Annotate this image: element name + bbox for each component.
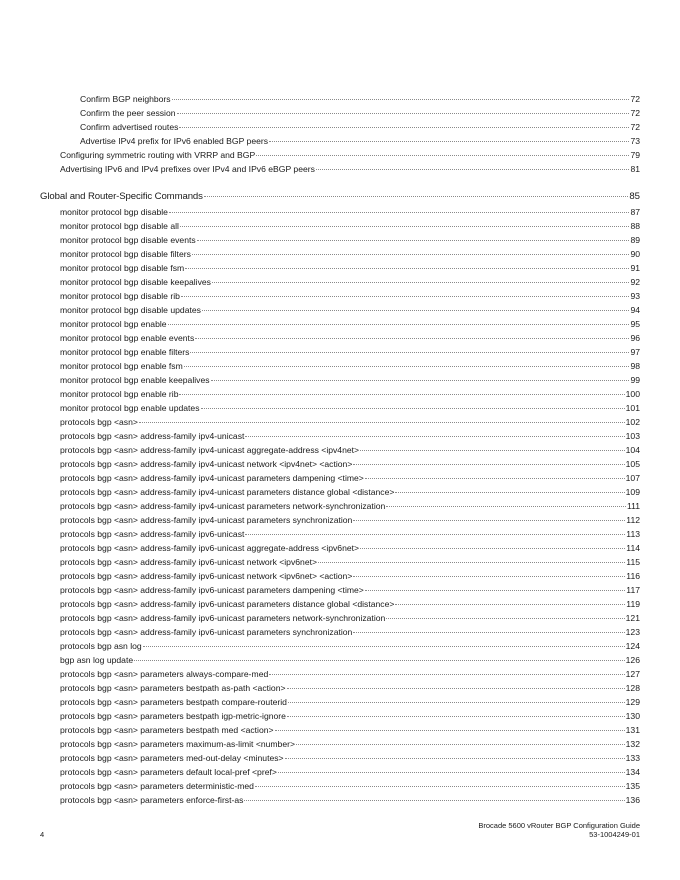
toc-entry[interactable] — [60, 599, 640, 610]
toc-entry[interactable] — [80, 94, 640, 105]
dot-leader — [204, 196, 628, 197]
toc-entry[interactable] — [60, 221, 640, 232]
toc-entry-page: 91 — [630, 263, 640, 273]
toc-entry-page: 129 — [625, 697, 640, 707]
toc-entry[interactable] — [60, 417, 640, 428]
dot-leader — [172, 99, 630, 100]
toc-entry-page: 105 — [625, 459, 640, 469]
toc-entry[interactable] — [60, 739, 640, 750]
toc-entry-title: monitor protocol bgp enable — [60, 319, 167, 329]
toc-entry[interactable] — [60, 389, 640, 400]
toc-entry-title: protocols bgp <asn> address-family ipv4-unicast parameters synchronization — [60, 515, 353, 525]
dot-leader — [269, 141, 629, 142]
dot-leader — [353, 632, 624, 633]
toc-entry-page: 102 — [625, 417, 640, 427]
toc-entry[interactable] — [80, 108, 640, 119]
toc-entry[interactable] — [60, 249, 640, 260]
toc-entry-page: 72 — [630, 122, 640, 132]
dot-leader — [168, 324, 630, 325]
toc-entry-page: 85 — [629, 191, 640, 202]
dot-leader — [287, 716, 625, 717]
toc-entry[interactable] — [60, 333, 640, 344]
toc-entry-title: monitor protocol bgp disable updates — [60, 305, 201, 315]
toc-entry-title: monitor protocol bgp disable all — [60, 221, 179, 231]
toc-entry-page: 115 — [626, 557, 640, 567]
toc-entry-title: Global and Router-Specific Commands — [40, 191, 203, 202]
toc-entry-title: monitor protocol bgp enable filters — [60, 347, 190, 357]
dot-leader — [179, 127, 629, 128]
toc-entry-title: protocols bgp <asn> parameters default local-pref <pref> — [60, 767, 277, 777]
toc-entry[interactable] — [60, 473, 640, 484]
toc-entry-title: monitor protocol bgp disable — [60, 207, 168, 217]
toc-entry-page: 131 — [625, 725, 640, 735]
dot-leader — [197, 240, 630, 241]
dot-leader — [184, 366, 630, 367]
toc-entry-page: 79 — [630, 150, 640, 160]
toc-entry[interactable] — [60, 655, 640, 666]
dot-leader — [245, 534, 625, 535]
dot-leader — [353, 576, 625, 577]
toc-entry-page: 130 — [625, 711, 640, 721]
dot-leader — [275, 730, 625, 731]
dot-leader — [202, 310, 630, 311]
toc-entry[interactable] — [60, 767, 640, 778]
toc-entry-page: 117 — [626, 585, 640, 595]
toc-entry-title: protocols bgp <asn> parameters bestpath med <action> — [60, 725, 274, 735]
toc-entry-page: 124 — [625, 641, 640, 651]
toc-entry-page: 93 — [630, 291, 640, 301]
toc-entry[interactable] — [80, 136, 640, 147]
dot-leader — [244, 800, 624, 801]
document-id: 53-1004249-01 — [589, 830, 640, 839]
toc-entry[interactable] — [60, 291, 640, 302]
dot-leader — [192, 254, 630, 255]
toc-entry-title: Confirm the peer session — [80, 108, 176, 118]
toc-entry-title: Confirm advertised routes — [80, 122, 179, 132]
toc-entry[interactable] — [60, 150, 640, 161]
toc-entry-page: 132 — [625, 739, 640, 749]
dot-leader — [360, 548, 625, 549]
toc-entry[interactable] — [60, 543, 640, 554]
toc-entry-page: 88 — [630, 221, 640, 231]
toc-entry[interactable] — [60, 403, 640, 414]
toc-entry-page: 94 — [630, 305, 640, 315]
toc-entry-title: protocols bgp <asn> parameters enforce-first-as — [60, 795, 244, 805]
dot-leader — [318, 562, 625, 563]
toc-entry-title: Advertise IPv4 prefix for IPv6 enabled BGP peers — [80, 136, 269, 146]
toc-entry-title: protocols bgp <asn> parameters bestpath igp-metric-ignore — [60, 711, 286, 721]
toc-entry[interactable] — [60, 305, 640, 316]
toc-entry[interactable] — [60, 445, 640, 456]
toc-entry-page: 104 — [625, 445, 640, 455]
toc-entry-title: protocols bgp <asn> address-family ipv4-unicast network <ipv4net> <action> — [60, 459, 353, 469]
toc-entry-title: monitor protocol bgp disable events — [60, 235, 196, 245]
dot-leader — [177, 113, 630, 114]
dot-leader — [139, 422, 625, 423]
dot-leader — [365, 590, 625, 591]
toc-entry-title: protocols bgp <asn> address-family ipv4-unicast parameters dampening <time> — [60, 473, 364, 483]
toc-entry[interactable] — [60, 753, 640, 764]
dot-leader — [212, 282, 629, 283]
toc-entry-title: monitor protocol bgp enable events — [60, 333, 195, 343]
toc-entry[interactable] — [60, 319, 640, 330]
toc-entry-title: protocols bgp <asn> address-family ipv4-unicast parameters network-synchronization — [60, 501, 386, 511]
toc-entry[interactable] — [60, 725, 640, 736]
toc-entry-page: 134 — [625, 767, 640, 777]
toc-entry-title: bgp asn log update — [60, 655, 134, 665]
toc-entry[interactable] — [60, 711, 640, 722]
dot-leader — [190, 352, 629, 353]
toc-entry-page: 109 — [625, 487, 640, 497]
toc-entry[interactable] — [60, 781, 640, 792]
dot-leader — [255, 786, 625, 787]
toc-entry-page: 90 — [630, 249, 640, 259]
toc-entry-page: 81 — [630, 164, 640, 174]
dot-leader — [386, 506, 626, 507]
toc-entry[interactable] — [60, 164, 640, 175]
toc-entry-title: monitor protocol bgp enable fsm — [60, 361, 183, 371]
toc-entry-title: protocols bgp <asn> address-family ipv6-unicast network <ipv6net> — [60, 557, 317, 567]
toc-entry[interactable] — [60, 487, 640, 498]
toc-entry-page: 126 — [625, 655, 640, 665]
toc-entry-page: 73 — [630, 136, 640, 146]
dot-leader — [395, 604, 625, 605]
toc-entry-page: 96 — [630, 333, 640, 343]
toc-entry[interactable] — [60, 501, 640, 512]
toc-entry-page: 99 — [630, 375, 640, 385]
dot-leader — [278, 772, 625, 773]
dot-leader — [180, 226, 629, 227]
toc-entry[interactable] — [60, 375, 640, 386]
dot-leader — [365, 478, 625, 479]
toc-entry[interactable] — [60, 529, 640, 540]
dot-leader — [211, 380, 630, 381]
toc-entry-title: protocols bgp <asn> address-family ipv6-unicast parameters dampening <time> — [60, 585, 364, 595]
dot-leader — [386, 618, 624, 619]
toc-chapter-heading[interactable] — [40, 191, 640, 202]
dot-leader — [269, 674, 624, 675]
dot-leader — [353, 520, 625, 521]
toc-entry-title: monitor protocol bgp enable updates — [60, 403, 200, 413]
toc-entry-title: protocols bgp <asn> parameters bestpath as-path <action> — [60, 683, 286, 693]
toc-entry[interactable] — [60, 361, 640, 372]
toc-entry[interactable] — [80, 122, 640, 133]
toc-entry-page: 121 — [625, 613, 640, 623]
toc-entry-page: 95 — [630, 319, 640, 329]
toc-entry-page: 97 — [630, 347, 640, 357]
toc-entry[interactable] — [60, 571, 640, 582]
dot-leader — [316, 169, 630, 170]
toc-entry-title: protocols bgp <asn> address-family ipv6-unicast parameters synchronization — [60, 627, 353, 637]
toc-entry[interactable] — [60, 557, 640, 568]
toc-entry-page: 112 — [626, 515, 640, 525]
toc-entry-title: Confirm BGP neighbors — [80, 94, 171, 104]
toc-entry-title: Configuring symmetric routing with VRRP and BGP — [60, 150, 256, 160]
dot-leader — [360, 450, 625, 451]
toc-entry-page: 103 — [625, 431, 640, 441]
toc-entry-page: 127 — [625, 669, 640, 679]
toc-entry-title: protocols bgp <asn> address-family ipv4-unicast parameters distance global <distance> — [60, 487, 395, 497]
dot-leader — [285, 758, 625, 759]
toc-entry-page: 128 — [625, 683, 640, 693]
dot-leader — [296, 744, 625, 745]
toc-entry[interactable] — [60, 669, 640, 680]
toc-entry-page: 119 — [626, 599, 640, 609]
toc-entry-title: protocols bgp <asn> parameters always-compare-med — [60, 669, 269, 679]
toc-entry[interactable] — [60, 627, 640, 638]
toc-entry[interactable] — [60, 585, 640, 596]
toc-entry-page: 116 — [626, 571, 640, 581]
toc-entry-title: protocols bgp <asn> parameters deterministic-med — [60, 781, 254, 791]
toc-entry-title: monitor protocol bgp enable rib — [60, 389, 179, 399]
toc-entry-title: Advertising IPv6 and IPv4 prefixes over IPv4 and IPv6 eBGP peers — [60, 164, 315, 174]
toc-entry-page: 87 — [630, 207, 640, 217]
toc-entry-page: 72 — [630, 108, 640, 118]
toc-entry-title: protocols bgp asn log — [60, 641, 142, 651]
toc-entry-title: protocols bgp <asn> address-family ipv4-unicast aggregate-address <ipv4net> — [60, 445, 360, 455]
toc-entry[interactable] — [60, 459, 640, 470]
toc-entry-title: protocols bgp <asn> address-family ipv6-unicast network <ipv6net> <action> — [60, 571, 353, 581]
toc-entry-title: monitor protocol bgp disable rib — [60, 291, 180, 301]
toc-entry[interactable] — [60, 795, 640, 806]
toc-entry[interactable] — [60, 263, 640, 274]
toc-entry-title: protocols bgp <asn> address-family ipv6-unicast parameters network-synchronization — [60, 613, 386, 623]
toc-entry[interactable] — [60, 697, 640, 708]
toc-entry-page: 113 — [626, 529, 640, 539]
dot-leader — [288, 702, 625, 703]
toc-entry[interactable] — [60, 641, 640, 652]
toc-entry-page: 100 — [625, 389, 640, 399]
toc-entry-title: monitor protocol bgp disable keepalives — [60, 277, 211, 287]
toc-entry[interactable] — [60, 207, 640, 218]
toc-entry[interactable] — [60, 613, 640, 624]
toc-entry[interactable] — [60, 277, 640, 288]
dot-leader — [134, 660, 625, 661]
toc-entry-title: protocols bgp <asn> address-family ipv6-unicast aggregate-address <ipv6net> — [60, 543, 360, 553]
dot-leader — [245, 436, 624, 437]
document-title: Brocade 5600 vRouter BGP Configuration Guide — [478, 821, 640, 830]
toc-entry-page: 135 — [625, 781, 640, 791]
toc-entry-page: 89 — [630, 235, 640, 245]
toc-entry-title: protocols bgp <asn> — [60, 417, 138, 427]
dot-leader — [201, 408, 625, 409]
toc-entry[interactable] — [60, 347, 640, 358]
toc-entry-title: protocols bgp <asn> address-family ipv6-unicast parameters distance global <distance> — [60, 599, 395, 609]
toc-entry[interactable] — [60, 515, 640, 526]
dot-leader — [185, 268, 629, 269]
dot-leader — [143, 646, 625, 647]
toc-entry[interactable] — [60, 431, 640, 442]
dot-leader — [353, 464, 624, 465]
dot-leader — [195, 338, 629, 339]
dot-leader — [169, 212, 629, 213]
dot-leader — [395, 492, 624, 493]
toc-entry-page: 111 — [626, 501, 640, 511]
toc-entry-title: monitor protocol bgp disable filters — [60, 249, 191, 259]
page-number: 4 — [40, 830, 45, 839]
dot-leader — [256, 155, 629, 156]
toc-entry[interactable] — [60, 235, 640, 246]
toc-entry-title: monitor protocol bgp enable keepalives — [60, 375, 210, 385]
toc-entry-page: 98 — [630, 361, 640, 371]
toc-entry-page: 101 — [625, 403, 640, 413]
document-footer — [478, 821, 640, 839]
toc-entry-page: 136 — [625, 795, 640, 805]
toc-entry-page: 72 — [630, 94, 640, 104]
toc-entry-title: protocols bgp <asn> address-family ipv4-unicast — [60, 431, 245, 441]
dot-leader — [181, 296, 630, 297]
toc-entry-page: 133 — [625, 753, 640, 763]
toc-entry-title: monitor protocol bgp disable fsm — [60, 263, 185, 273]
toc-entry-title: protocols bgp <asn> parameters med-out-delay <minutes> — [60, 753, 284, 763]
toc-entry-page: 123 — [625, 627, 640, 637]
toc-entry-title: protocols bgp <asn> address-family ipv6-unicast — [60, 529, 245, 539]
toc-entry-title: protocols bgp <asn> parameters bestpath compare-routerid — [60, 697, 287, 707]
dot-leader — [179, 394, 624, 395]
toc-entry-page: 92 — [630, 277, 640, 287]
dot-leader — [287, 688, 625, 689]
toc-entry[interactable] — [60, 683, 640, 694]
toc-entry-page: 107 — [625, 473, 640, 483]
toc-entry-title: protocols bgp <asn> parameters maximum-as-limit <number> — [60, 739, 295, 749]
toc-entry-page: 114 — [626, 543, 640, 553]
